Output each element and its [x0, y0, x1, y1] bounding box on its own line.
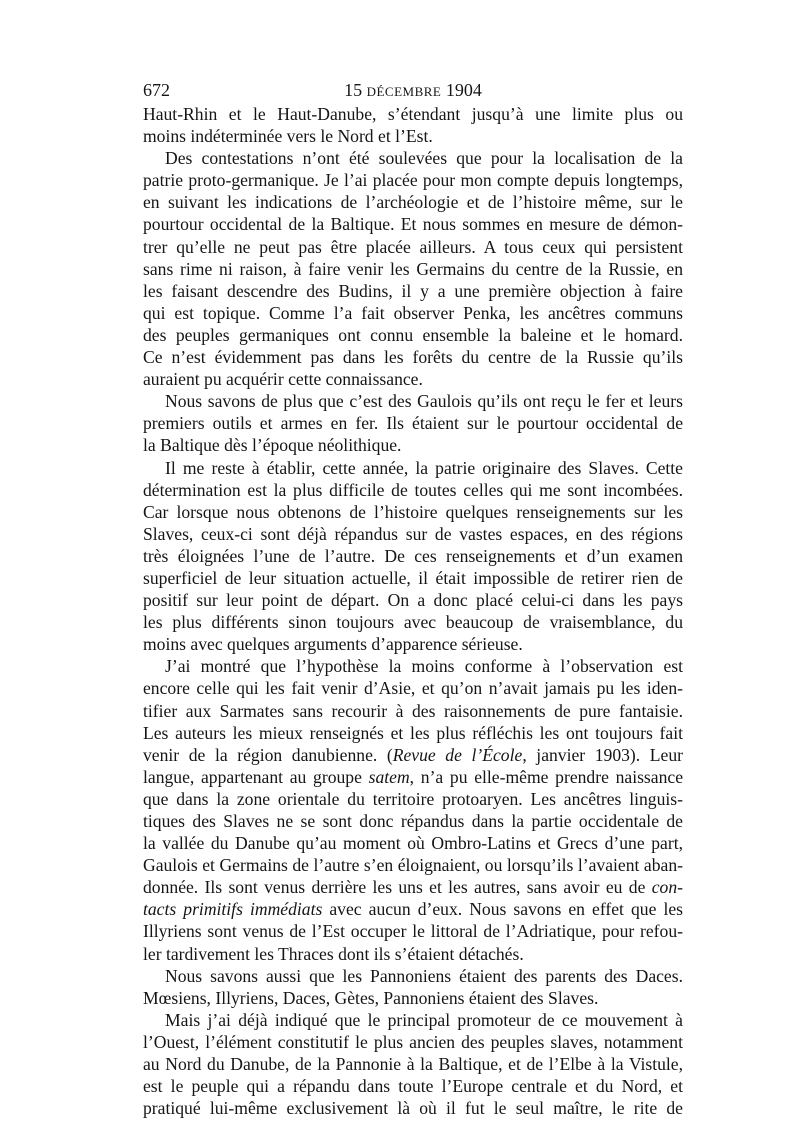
- text-line: [143, 1009, 683, 1031]
- text-run: J’ai montré que l’hypothèse la moins conforme à l’observation est: [165, 656, 683, 677]
- text-line: [143, 744, 683, 766]
- text-line: [143, 722, 683, 744]
- text-line: [143, 280, 683, 302]
- text-run: la vallée du Danube qu’au moment où Ombro-Latins et Grecs d’une part,: [143, 833, 683, 854]
- text-run: sans rime ni raison, à faire venir les Germains du centre de la Russie, en: [143, 258, 683, 279]
- text-run: la Baltique dès l’époque néolithique.: [143, 435, 402, 456]
- text-line: [143, 125, 683, 147]
- text-run: tifier aux Sarmates sans recourir à des raisonnements de pure fantaisie.: [143, 700, 683, 721]
- text-run: positif sur leur point de départ. On a donc placé celui-ci dans les pays: [143, 590, 683, 611]
- date-month: décembre: [366, 80, 442, 100]
- text-run: , janvier 1903). Leur: [522, 744, 684, 765]
- text-line: [143, 611, 683, 633]
- text-run: Il me reste à établir, cette année, la patrie originaire des Slaves. Cette: [165, 457, 683, 478]
- text-line: [143, 854, 683, 876]
- text-run: encore celle qui les fait venir d’Asie, et qu’on n’avait jamais pu les iden-: [143, 678, 683, 699]
- text-line: [143, 434, 683, 456]
- text-run: pratiqué lui-même exclusivement là où il fut le seul maître, le rite de: [143, 1098, 683, 1119]
- text-run: , n’a pu elle-même prendre naissance: [409, 766, 684, 787]
- text-run: Slaves, ceux-ci sont déjà répandus sur de vastes espaces, en des régions: [143, 523, 683, 544]
- text-run: moins indéterminée vers le Nord et l’Est.: [143, 126, 433, 147]
- text-run: en suivant les indications de l’archéologie et de l’histoire même, sur le: [143, 192, 683, 213]
- text-line: [143, 943, 683, 965]
- text-line: [143, 567, 683, 589]
- text-run: l’Ouest, l’élément constitutif le plus ancien des peuples slaves, notamment: [143, 1031, 683, 1052]
- text-line: [143, 987, 683, 1009]
- text-line: [143, 965, 683, 987]
- text-run: des peuples germaniques ont connu ensemble la baleine et le homard.: [143, 324, 683, 345]
- text-line: [143, 633, 683, 655]
- text-line: [143, 788, 683, 810]
- italic-run: satem: [368, 766, 410, 787]
- text-run: Nous savons de plus que c’est des Gaulois qu’ils ont reçu le fer et leurs: [165, 391, 683, 412]
- text-run: donnée. Ils sont venus derrière les uns et les autres, sans avoir eu de: [143, 877, 652, 898]
- text-line: [143, 191, 683, 213]
- text-line: [143, 1075, 683, 1097]
- text-line: [143, 810, 683, 832]
- text-line: [143, 523, 683, 545]
- text-line: [143, 766, 683, 788]
- text-run: ler tardivement les Thraces dont ils s’étaient détachés.: [143, 943, 524, 964]
- text-line: [143, 258, 683, 280]
- text-run: Nous savons aussi que les Pannoniens étaient des parents des Daces.: [165, 965, 683, 986]
- text-run: trer qu’elle ne peut pas être placée ailleurs. A tous ceux qui persistent: [143, 236, 683, 257]
- text-run: Gaulois et Germains de l’autre s’en éloignaient, ou lorsqu’ils l’avaient aban-: [143, 855, 683, 876]
- text-line: [143, 236, 683, 258]
- text-run: Mœsiens, Illyriens, Daces, Gètes, Pannoniens étaient des Slaves.: [143, 987, 599, 1008]
- text-run: est le peuple qui a répandu dans toute l’Europe centrale et du Nord, et: [143, 1076, 683, 1097]
- text-run: Des contestations n’ont été soulevées que pour la localisation de la: [165, 148, 683, 169]
- text-line: [143, 920, 683, 942]
- text-line: [143, 412, 683, 434]
- text-line: [143, 169, 683, 191]
- text-run: les plus différents sinon toujours avec beaucoup de vraisemblance, du: [143, 612, 683, 633]
- date-day: 15: [344, 80, 363, 100]
- text-run: qui est topique. Comme l’a fait observer Penka, les ancêtres communs: [143, 302, 683, 323]
- page-number: 672: [143, 80, 170, 100]
- text-run: très éloignées l’une de l’autre. De ces renseignements et d’un examen: [143, 545, 683, 566]
- text-run: premiers outils et armes en fer. Ils étaient sur le pourtour occidental de: [143, 413, 683, 434]
- text-run: Haut-Rhin et le Haut-Danube, s’étendant jusqu’à une limite plus ou: [143, 104, 683, 124]
- text-run: moins avec quelques arguments d’apparence sérieuse.: [143, 634, 523, 655]
- italic-run: con-: [651, 877, 683, 898]
- text-line: [143, 832, 683, 854]
- text-run: langue, appartenant au groupe: [143, 766, 369, 787]
- running-head-date: [143, 80, 683, 101]
- text-line: [143, 390, 683, 412]
- text-run: au Nord du Danube, de la Pannonie à la Baltique, et de l’Elbe à la Vistule,: [143, 1054, 683, 1075]
- text-line: [143, 147, 683, 169]
- text-line: [143, 677, 683, 699]
- text-run: patrie proto-germanique. Je l’ai placée pour mon compte depuis longtemps,: [143, 170, 683, 191]
- text-line: [143, 103, 683, 125]
- text-run: Illyriens sont venus de l’Est occuper le littoral de l’Adriatique, pour refou-: [143, 921, 683, 942]
- text-line: [143, 1097, 683, 1119]
- text-run: avec aucun d’eux. Nous savons en effet que les: [322, 899, 683, 920]
- text-line: [143, 479, 683, 501]
- text-run: Les auteurs les mieux renseignés et les plus réfléchis les ont toujours fait: [143, 722, 683, 743]
- text-run: auraient pu acquérir cette connaissance.: [143, 369, 423, 390]
- text-line: [143, 876, 683, 898]
- italic-run: Revue de l’École: [392, 744, 523, 765]
- date-year: 1904: [445, 80, 482, 100]
- text-run: Car lorsque nous obtenons de l’histoire quelques renseignements sur les: [143, 501, 683, 522]
- text-line: [143, 302, 683, 324]
- text-run: pourtour occidental de la Baltique. Et nous sommes en mesure de démon-: [143, 214, 683, 235]
- text-run: détermination est la plus difficile de toutes celles qui me sont incombées.: [143, 479, 683, 500]
- text-line: [143, 1031, 683, 1053]
- text-run: les faisant descendre des Budins, il y a une première objection à faire: [143, 280, 683, 301]
- text-line: [143, 368, 683, 390]
- body-text: [143, 103, 683, 1119]
- text-run: Ce n’est évidemment pas dans les forêts du centre de la Russie qu’ils: [143, 347, 683, 368]
- text-line: [143, 457, 683, 479]
- text-line: [143, 700, 683, 722]
- text-line: [143, 898, 683, 920]
- text-run: superficiel de leur situation actuelle, il était impossible de retirer rien de: [143, 567, 683, 588]
- text-run: que dans la zone orientale du territoire protoaryen. Les ancêtres linguis-: [143, 788, 683, 809]
- text-line: [143, 589, 683, 611]
- text-run: venir de la région danubienne. (: [143, 744, 393, 765]
- text-run: tiques des Slaves ne se sont donc répandus dans la partie occidentale de: [143, 811, 683, 831]
- text-run: Mais j’ai déjà indiqué que le principal promoteur de ce mouvement à: [165, 1009, 683, 1030]
- text-line: [143, 213, 683, 235]
- text-line: [143, 655, 683, 677]
- text-line: [143, 545, 683, 567]
- italic-run: tacts primitifs immédiats: [143, 899, 323, 920]
- text-line: [143, 501, 683, 523]
- text-line: [143, 346, 683, 368]
- text-line: [143, 1053, 683, 1075]
- text-line: [143, 324, 683, 346]
